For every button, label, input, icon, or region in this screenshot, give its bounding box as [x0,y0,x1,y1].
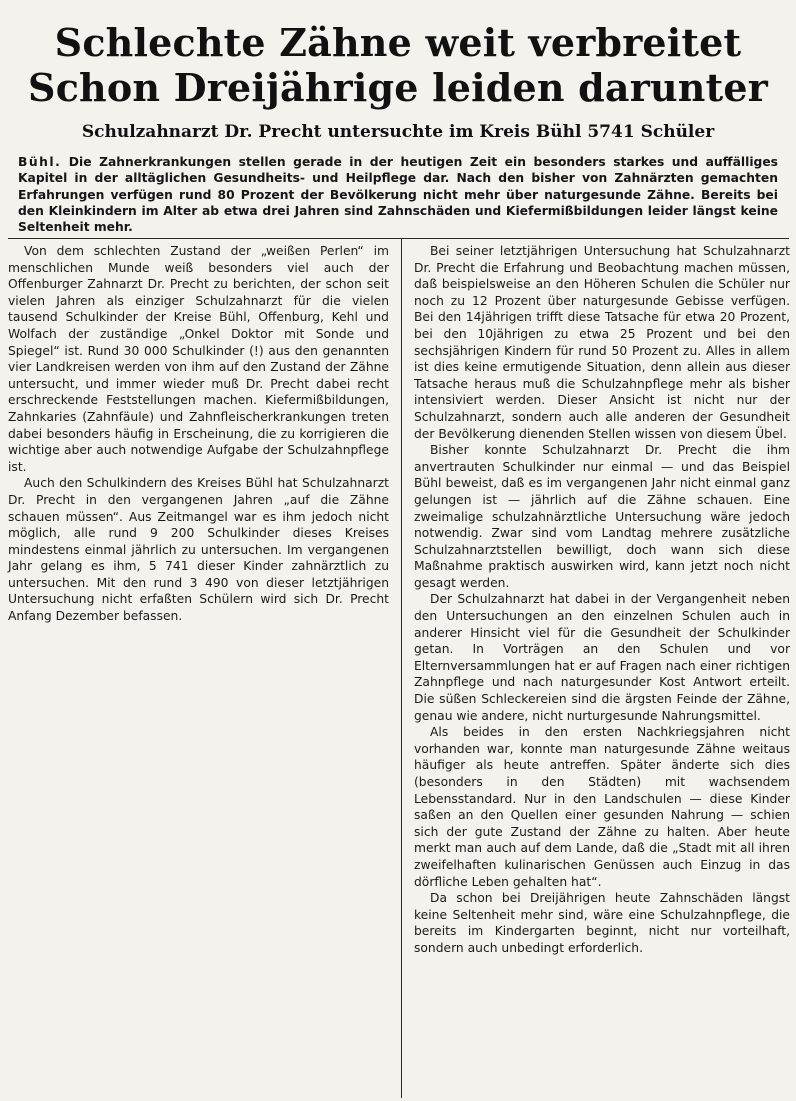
article-subheadline: Schulzahnarzt Dr. Precht untersuchte im Kreis Bühl 5741 Schüler [81,122,715,142]
paragraph: Bisher konnte Schulzahnarzt Dr. Precht die ihm anvertrauten Schulkinder nur einmal — und das Beispiel Bühl beweist, daß es im vergangenen Jahr nicht einmal ganz gelungen ist — jährlich auf die Zähne schauen. Eine zweimalige schulzahnärztliche Untersuchung wäre jedoch notwendig. Zwar sind vom Landtag mehrere zusätzliche Schulzahnarztstellen bewilligt, doch wann sich diese Maßnahme praktisch auswirken wird, kann jetzt noch nicht gesagt werden. [414,443,790,590]
paragraph: Der Schulzahnarzt hat dabei in der Vergangenheit neben den Untersuchungen an den einzelnen Schulen auch in anderer Hinsicht viel für die Gesundheit der Schulkinder getan. In Vorträgen an den Schulen und vor Elternversammlungen hat er auf Fragen nach einer richtigen Zahnpflege und nach naturgesunder Kost Antwort erteilt. Die süßen Schleckereien sind die ärgsten Feinde der Zähne, genau wie andere, nicht nurturgesunde Nahrungsmittel. [414,592,790,723]
paragraph: Als beides in den ersten Nachkriegsjahren nicht vorhanden war, konnte man naturgesunde Zähne weitaus häufiger als heute antreffen. Später änderte sich dies (besonders in den Städten) mit wachsendem Lebensstandard. Nur in den Landschulen — diese Kinder saßen an den Quellen einer gesunden Nahrung — schien sich der gute Zustand der Zähne zu halten. Aber heute merkt man auch auf dem Lande, daß die „Stadt mit all ihren zweifelhaften kulinarischen Genüssen auch Einzug in das dörfliche Leben gehalten hat“. [414,725,790,889]
headline-line-1: Schlechte Zähne weit verbreitet [54,20,742,65]
right-column [414,243,790,957]
column-rule-horizontal [8,238,789,239]
paragraph: Da schon bei Dreijährigen heute Zahnschäden längst keine Seltenheit mehr sind, wäre eine Schulzahnpflege, die bereits im Kindergarten beginnt, nicht nur vorteilhaft, sondern auch unbedingt erforderlich. [414,891,790,955]
left-column [8,243,389,625]
dateline: Bühl. [18,155,62,169]
paragraph: Von dem schlechten Zustand der „weißen Perlen“ im menschlichen Munde weiß besonders viel auch der Offenburger Zahnarzt Dr. Precht zu berichten, der schon seit vielen Jahren als einziger Schulzahnarzt für die vielen tausend Schulkinder der Kreise Bühl, Offenburg, Kehl und Wolfach der zuständige „Onkel Doktor mit Sonde und Spiegel“ ist. Rund 30 000 Schulkinder (!) aus den genannten vier Landkreisen werden von ihm auf den Zustand der Zähne untersucht, und immer wieder muß Dr. Precht dabei recht erschreckende Feststellungen machen. Kiefermißbildungen, Zahnkaries (Zahnfäule) und Zahnfleischerkrankungen treten dabei besonders häufig in Erscheinung, die zu korrigieren die wichtige aber auch notwendige Aufgabe der Schulzahnpflege ist. [8,244,389,474]
lead-text: Die Zahnerkrankungen stellen gerade in der heutigen Zeit ein besonders starkes und auffälliges Kapitel in der alltäglichen Gesundheits- und Heilpflege dar. Nach den bisher von Zahnärzten gemachten Erfahrungen verfügen rund 80 Prozent der Bevölkerung nicht mehr über naturgesunde Zähne. Bereits bei den Kleinkindern im Alter ab etwa drei Jahren sind Zahnschäden und Kiefermißbildungen leider längst keine Seltenheit mehr. [18,155,779,235]
article-lead [18,154,778,235]
headline-line-2: Schon Dreijährige leiden darunter [28,65,768,110]
paragraph: Auch den Schulkindern des Kreises Bühl hat Schulzahnarzt Dr. Precht in den vergangenen Jahren „auf die Zähne schauen müssen“. Aus Zeitmangel war es ihm jedoch nicht möglich, alle rund 9 200 Schulkinder dieses Kreises mindestens einmal jährlich zu untersuchen. Im vergangenen Jahr gelang es ihm, 5 741 dieser Kinder zahnärztlich zu untersuchen. Mit den rund 3 490 von dieser letztjährigen Untersuchung nicht erfaßten Schülern wird sich Dr. Precht Anfang Dezember befassen. [8,476,389,624]
paragraph: Bei seiner letztjährigen Untersuchung hat Schulzahnarzt Dr. Precht die Erfahrung und Beobachtung machen müssen, daß beispielsweise an den Höheren Schulen die Schüler nur noch zu 12 Prozent über naturgesunde Gebisse verfügen. Bei den 14jährigen trifft diese Tatsache für etwa 20 Prozent, bei den 10jährigen zu etwa 25 Prozent und bei den sechsjährigen Kindern für rund 50 Prozent zu. Alles in allem ist dies keine ermutigende Situation, denn allein aus dieser Tatsache heraus muß die Schulzahnpflege mehr als bisher intensiviert werden. Dieser Ansicht ist nicht nur der Schulzahnarzt, sondern auch alle anderen der Gesundheit der Bevölkerung dienenden Stellen wissen von diesem Übel. [414,244,790,441]
article-headline [0,20,796,110]
column-rule-vertical [401,238,402,1098]
